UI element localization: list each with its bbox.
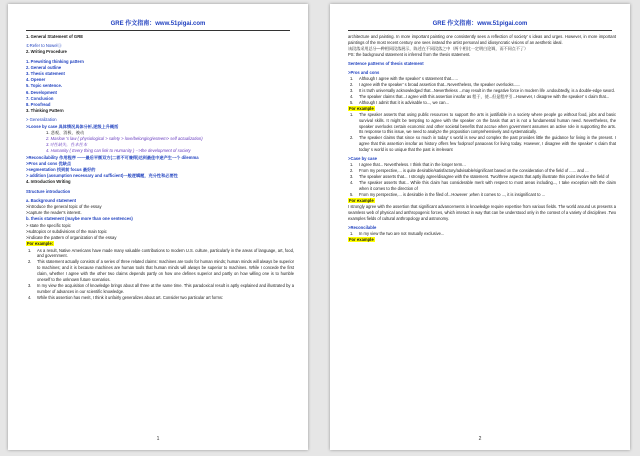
page-body (26, 34, 294, 436)
outline-line: Structure introduction (26, 188, 71, 194)
page-header: GRE 作文指南：www.51pigai.com (348, 18, 612, 31)
item-number: 2. (350, 81, 354, 87)
example-item (348, 135, 616, 153)
item-number: 2. (28, 259, 32, 265)
item-number: 2. (350, 135, 354, 141)
pattern-item (348, 192, 616, 198)
item-text: From my perspective,... is quite desirable/satisfactory/advisable/significant based on the consideration of the field of ...... and ... (359, 168, 589, 174)
outline-line: 7. Conclusion (26, 95, 54, 101)
outline-line: 3.对性缺失，性本性本 (46, 142, 88, 148)
example-item (348, 112, 616, 136)
outline-line: 4. Opener (26, 77, 46, 83)
item-text: The speaker claims that...I agree with this assertion insofar as 程于，使...但是程序引...However, I disagree with the speaker' s claim that... (359, 93, 610, 99)
example-label: For example: (27, 241, 54, 247)
example-item (26, 295, 294, 301)
item-text: Although I agree with the speaker' s statement that...... (359, 76, 458, 82)
item-number: 4. (350, 180, 354, 186)
item-text: Although I admit that it is advisable to..., we can... (359, 99, 449, 105)
outline-line: > addition (assumption necessary and sufficient)一般逻辑题，充分性和必要性 (26, 173, 178, 179)
outline-line: 4. Humanity ( Every thing can link to Humanity ) -->the development of society (46, 148, 191, 154)
outline-line: >capture the reader's interest. (26, 210, 82, 216)
outline-line: >segmentation 找到前 focus 最好的 (26, 167, 96, 173)
item-text: As a result, Native Americans have made many valuable contributions to modern U.S. culture, particularly in the areas of language, art, food, and government. (37, 247, 294, 259)
example-list (26, 248, 294, 301)
example-label: For example (349, 236, 374, 242)
item-number: 4. (28, 294, 32, 300)
item-text: In my view the two are not mutually exclusive... (359, 230, 445, 236)
outline-line: >Loose by case 具体情况具体分析,逐级上升概括 (26, 123, 119, 129)
outline-line: 2. General outline (26, 64, 62, 70)
subheading-pros-cons: >Pros and cons (348, 69, 380, 75)
outline-line: 1. General Statement of GRE (26, 34, 84, 39)
ps-note: PS: the background statement is inferred from the thesis statement. (348, 51, 471, 57)
page-number: 1 (156, 436, 160, 442)
item-text: From my perspective,... is desirable in the filed of...However ,when it comes to ..., it is insignificant to ... (359, 191, 546, 197)
item-number: 1. (28, 247, 32, 253)
item-text: The speaker claims that since so much in today' s world is new and complex the past provides little the guidance for living in the present. I agree that this assertion insofar as history offers few foolproof panaceas for living today. However, I disagree with the speaker' s claim that today' s world is so unique that the past is irrelevant (359, 135, 616, 153)
reconcilable-list (348, 231, 616, 237)
pros-cons-list (348, 76, 616, 106)
chinese-note: 该段落采用总分—种相同段落展示，陈述在不同段落之中（两个相比一定明白论调，而不同点不了） (348, 45, 529, 51)
outline-line: 1. Prewriting thinking pattern (26, 58, 84, 64)
outline-line: 5. Topic sentence. (26, 83, 62, 89)
outline-line: >introduce the general topic of the essay (26, 204, 102, 210)
item-number: 1. (350, 111, 354, 117)
subheading-case-by-case: >Case by case (348, 156, 377, 162)
outline-line: b. thesis statement (maybe more than one sentences) (26, 216, 133, 222)
outline-line: > state the specific topic (26, 222, 71, 228)
outline-line: 6. Development (26, 89, 57, 95)
item-text: In my view the acquisition of knowledge brings about all three at the same time. This paradoxical result is aptly explained and illustrated by a number of advances in our scientific knowledge. (37, 282, 294, 294)
outline-line: >subtopics or subdivisions of the main topic (26, 228, 107, 234)
page-body (348, 34, 616, 436)
outline-line: > Generalization (26, 117, 57, 123)
case-example-paragraph: I strongly agree with the assertion that significant advancements in knowledge require expertise from various fields. The world around us presents a seamless web of physical and anthropogenic forces, which interact in way that can be understood only in the context of a variety of disciplines .Two examples fields of cultural anthropology and astronomy. (348, 203, 616, 221)
outline-line: 3. Thinking Pattern (26, 108, 64, 114)
outline-line: >Pros and cons 优缺点 (26, 160, 72, 166)
item-number: 4. (350, 93, 354, 99)
example-label: For example (349, 197, 374, 203)
item-text: While this assertion has merit, I think it unfairly generalizes about art. Consider two particular art forms: (37, 294, 224, 300)
case-list (348, 162, 616, 197)
item-number: 3. (28, 282, 32, 288)
example-item (26, 259, 294, 283)
outline-line: >Reconcilability 作用程序 ——最后平衡双方(二者不可兼得)达到最佳中途产生一个 dilemma (26, 154, 199, 160)
outline-line: 3. Thesis statement (26, 71, 65, 77)
item-number: 5. (350, 191, 354, 197)
outline-line: 2. Maslow 's law ( physiological > safety > love/belonging/esteem> self actualization) (46, 136, 203, 142)
example-item (26, 248, 294, 260)
pattern-item (348, 180, 616, 192)
outline-line: 2. Writing Procedure (26, 49, 67, 55)
item-text: I agree that... Nevertheless. I think that in the longer term... (359, 162, 466, 168)
document-page-1 (8, 4, 308, 450)
outline-line: >indicate the pattern of organization of the essay (26, 235, 117, 241)
subheading-reconcilable: >Reconcilable (348, 224, 377, 230)
pattern-item (348, 231, 616, 237)
item-text: This statement actually consists of a series of three related claims: machines are tools for human minds; human minds will always be superior to machines; and it is because machines are human tools that human minds will always be superior to machines. While I concede the first claim, whether I agree with the other two claims depends partly on how one defines superior and partly on how willing one is to humble oneself to the unknown future scenarios. (37, 259, 294, 283)
page-header: GRE 作文指南：www.51pigai.com (26, 18, 290, 31)
document-page-2 (330, 4, 630, 450)
section-heading: Sentence patterns of thesis statement (348, 60, 424, 66)
example-label: For example (349, 105, 374, 111)
item-text: The speaker asserts that... I strongly agree/disagree with the statement. Two/three aspects that aptly illustrate this point involve the field of (359, 174, 610, 180)
pattern-item (348, 100, 616, 106)
outline-section (26, 34, 294, 241)
continued-paragraph: architecture and painting. In more important painting one consistently sees a reflection of society' s ideas and urges. However, in more important paintings of the most recent century one sees instead the artist personal and idiosyncratic visions of an aesthetic ideal. (348, 34, 616, 45)
item-text: It is truth universally acknowledged that...Nevertheless ...may result in the negative force in modern life .undoubtedly, is a double-edge sword. (359, 87, 615, 93)
item-number: 1. (350, 230, 354, 236)
outline-line: 8. Proofread (26, 102, 51, 108)
item-number: 3. (350, 174, 354, 180)
item-number: 1. (350, 76, 354, 82)
page-number: 2 (478, 436, 482, 442)
item-text: The speaker asserts that... While this claim has considerable merit with respect to most areas including..., I take exception with the claim when it comes to the direction of (359, 180, 616, 191)
item-number: 5. (350, 99, 354, 105)
item-number: 2. (350, 168, 354, 174)
outline-line: a. Background statement (26, 197, 77, 203)
outline-line: 1. 悲观、消极、被动 (46, 129, 85, 135)
item-number: 1. (350, 162, 354, 168)
outline-line: 4. Introduction Writing (26, 179, 71, 185)
pros-example-list (348, 112, 616, 153)
example-item (26, 283, 294, 295)
outline-line: ①Refer to Nowel⑪ (26, 43, 62, 49)
item-text: The speaker asserts that using public resources to support the arts is justifiable in a society where people go without food, jobs and basic survival skills. It might be tempting to agree with the speaker on the basis that art is not a fundamental human need. Nevertheless, the speaker overlooks certain economic and other societal benefits that accrue when government assumes an active role in supporting the arts. Its response to this issue, we need to analyze the proposition comprehensively and systematically. (359, 111, 616, 135)
item-text: I agree with the speaker' s broad assertion that...Nevertheless, the speaker overlooks...... (359, 81, 521, 87)
item-number: 3. (350, 87, 354, 93)
